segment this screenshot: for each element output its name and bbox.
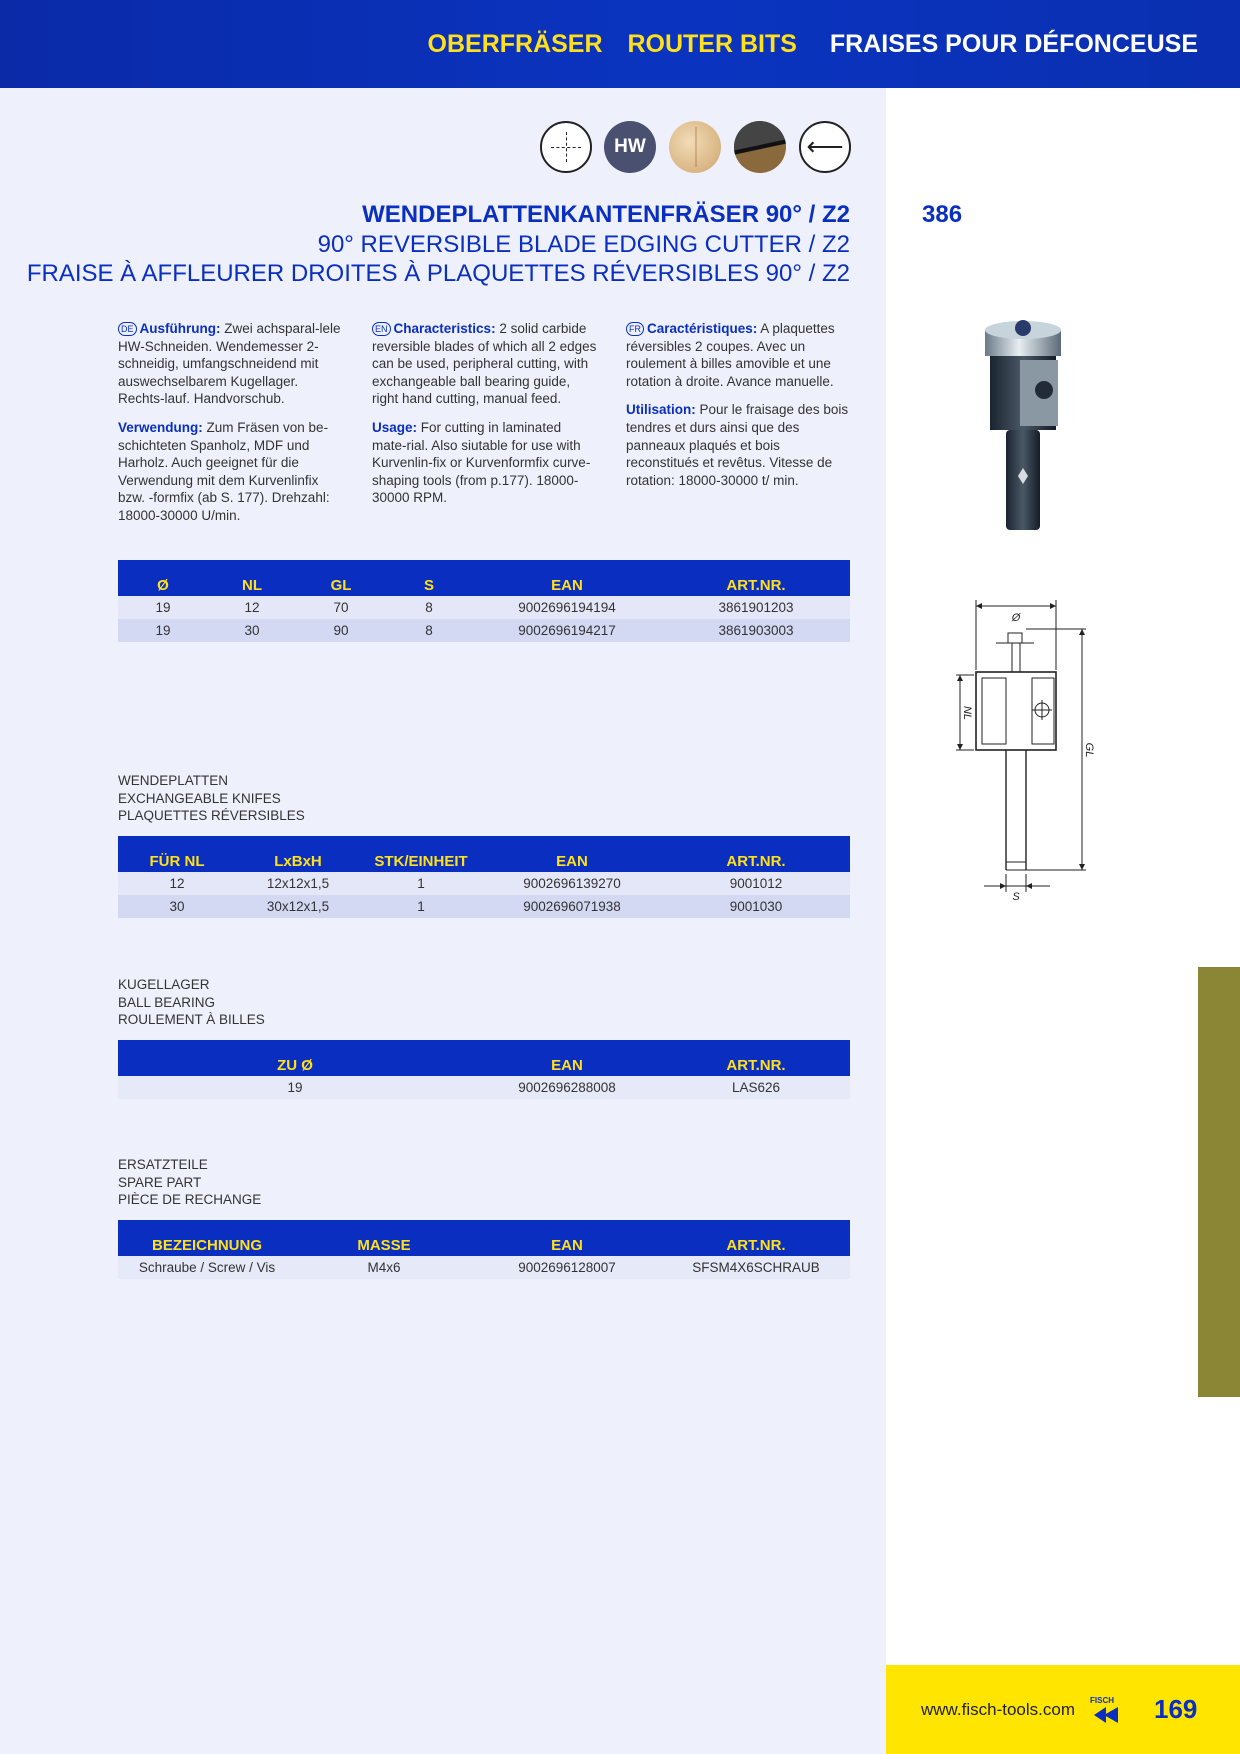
spare-label-fr: PIÈCE DE RECHANGE <box>118 1192 262 1208</box>
bearing-label-fr: ROULEMENT À BILLES <box>118 1012 265 1028</box>
table-cell: 12 <box>118 872 236 895</box>
table-cell: 19 <box>118 596 208 619</box>
lang-badge-fr: FR <box>626 322 644 336</box>
product-number: 386 <box>922 201 963 228</box>
header-title-en: ROUTER BITS <box>627 30 797 58</box>
table-row <box>118 895 850 918</box>
drawing-label-s: S <box>1012 891 1020 900</box>
spare-label <box>118 1156 261 1209</box>
column-header: EAN <box>472 1040 662 1076</box>
crosshair-icon <box>540 121 592 173</box>
page-header <box>0 0 1240 88</box>
table-cell: SFSM4X6SCHRAUB <box>662 1256 850 1279</box>
column-header: EAN <box>472 560 662 596</box>
knives-table <box>118 836 850 918</box>
column-header: EAN <box>482 836 662 872</box>
table-cell: 9002696128007 <box>472 1256 662 1279</box>
table-cell: 8 <box>386 619 472 642</box>
hw-icon: HW <box>604 121 656 173</box>
char-text-en: 2 solid carbide reversible blades of which all 2 edges can be used, peripheral cutting, with exchangeable ball bearing guide, right hand cutting, manual feed. <box>372 321 597 407</box>
column-header: ZU Ø <box>118 1040 472 1076</box>
column-header: Ø <box>118 560 208 596</box>
table-cell: 9002696288008 <box>472 1076 662 1099</box>
table-cell: 19 <box>118 619 208 642</box>
product-title-en: 90° REVERSIBLE BLADE EDGING CUTTER / Z2 <box>317 231 850 258</box>
website-link[interactable]: www.fisch-tools.com <box>921 1700 1075 1719</box>
page-number: 169 <box>1154 1694 1198 1724</box>
table-row <box>118 1256 850 1279</box>
table-cell: 12 <box>208 596 296 619</box>
char-text-fr: A plaquettes réversibles 2 coupes. Avec un roulement à billes amovible et une rotation à droite. Avance manuelle. <box>626 321 835 389</box>
section-tab <box>1198 967 1240 1397</box>
table-cell: M4x6 <box>296 1256 472 1279</box>
table-cell: LAS626 <box>662 1076 850 1099</box>
product-title-fr: FRAISE À AFFLEURER DROITES À PLAQUETTES RÉVERSIBLES 90° / Z2 <box>26 260 850 287</box>
column-header: ART.NR. <box>662 560 850 596</box>
use-label-fr: Utilisation: <box>626 402 696 418</box>
use-label-en: Usage: <box>372 419 418 435</box>
bearing-label-de: KUGELLAGER <box>118 977 210 992</box>
product-photo <box>968 318 1078 534</box>
table-header-row <box>118 1220 850 1256</box>
table-cell: 3861903003 <box>662 619 850 642</box>
knives-label-fr: PLAQUETTES RÉVERSIBLES <box>118 808 305 824</box>
description-fr <box>626 320 851 500</box>
bearing-table <box>118 1040 850 1099</box>
drawing-label-nl: NL <box>961 705 973 721</box>
lang-badge-en: EN <box>372 322 391 336</box>
table-cell: Schraube / Screw / Vis <box>118 1256 296 1279</box>
drawing-label-gl: GL <box>1083 742 1095 758</box>
drawing-label-diameter: Ø <box>1011 612 1021 624</box>
table-row <box>118 1076 850 1099</box>
table-cell: 8 <box>386 596 472 619</box>
column-header: ART.NR. <box>662 1040 850 1076</box>
table-cell: 9001012 <box>662 872 850 895</box>
product-title-de: WENDEPLATTENKANTENFRÄSER 90° / Z2 <box>362 201 850 228</box>
technical-drawing <box>946 600 1096 900</box>
spare-table <box>118 1220 850 1279</box>
header-titles <box>410 30 1198 59</box>
header-title-de: OBERFRÄSER <box>427 30 603 58</box>
bearing-label-en: BALL BEARING <box>118 994 216 1010</box>
table-cell: 90 <box>296 619 386 642</box>
table-cell: 9002696139270 <box>482 872 662 895</box>
laminate-icon <box>734 121 786 173</box>
spare-label-en: SPARE PART <box>118 1174 202 1190</box>
column-header: BEZEICHNUNG <box>118 1220 296 1256</box>
char-label-en: Characteristics: <box>393 321 496 336</box>
column-header: MASSE <box>296 1220 472 1256</box>
header-title-fr: FRAISES POUR DÉFONCEUSE <box>829 30 1198 58</box>
table-cell: 9002696194194 <box>472 596 662 619</box>
table-row <box>118 619 850 642</box>
table-cell: 3861901203 <box>662 596 850 619</box>
table-cell: 9001030 <box>662 895 850 918</box>
table-row <box>118 596 850 619</box>
column-header: STK/EINHEIT <box>360 836 482 872</box>
table-cell: 70 <box>296 596 386 619</box>
knives-label-de: WENDEPLATTEN <box>118 773 229 788</box>
table-cell: 19 <box>118 1076 472 1099</box>
arrow-left-icon: ⟵ <box>799 121 851 173</box>
column-header: FÜR NL <box>118 836 236 872</box>
table-cell: 1 <box>360 895 482 918</box>
description-en <box>372 320 597 518</box>
char-label-fr: Caractéristiques: <box>647 321 758 336</box>
column-header: LxBxH <box>236 836 360 872</box>
table-header-row <box>118 560 850 596</box>
use-text-de: Zum Fräsen von be-schichteten Spanholz, MDF und Harholz. Auch geeignet für die Verwendung mit dem Kurvenlinfix bzw. -formfix (ab S. 177). Drehzahl: 18000-30000 U/min. <box>118 419 330 523</box>
page-footer <box>886 1665 1240 1754</box>
use-text-fr: Pour le fraisage des bois tendres et durs ainsi que des panneaux plaqués et bois reconstitués et revêtus. Vitesse de rotation: 18000-30000 t/ min. <box>626 402 849 488</box>
product-table <box>118 560 850 642</box>
use-label-de: Verwendung: <box>118 419 203 435</box>
table-cell: 1 <box>360 872 482 895</box>
char-text-de: Zwei achsparal-lele HW-Schneiden. Wendemesser 2-schneidig, umfangschneidend mit auswechselbarem Kugellager. Rechts-lauf. Handvorschub. <box>118 321 341 407</box>
description-de <box>118 320 343 536</box>
table-header-row <box>118 836 850 872</box>
table-row <box>118 872 850 895</box>
use-text-en: For cutting in laminated mate-rial. Also siutable for use with Kurvenlin-fix or Kurvenformfix curve-shaping tools (from p.177). 18000-30000 RPM. <box>372 419 591 506</box>
bearing-label <box>118 976 265 1029</box>
table-cell: 9002696194217 <box>472 619 662 642</box>
column-header: GL <box>296 560 386 596</box>
knives-label-en: EXCHANGEABLE KNIFES <box>118 790 281 806</box>
column-header: EAN <box>472 1220 662 1256</box>
column-header: NL <box>208 560 296 596</box>
knives-label <box>118 772 305 825</box>
lang-badge-de: DE <box>118 322 137 336</box>
column-header: ART.NR. <box>662 836 850 872</box>
softwood-icon <box>669 121 721 173</box>
char-label-de: Ausführung: <box>139 321 221 336</box>
column-header: S <box>386 560 472 596</box>
table-header-row <box>118 1040 850 1076</box>
table-cell: 12x12x1,5 <box>236 872 360 895</box>
logo-text: FISCH <box>1090 1696 1114 1705</box>
table-cell: 30 <box>208 619 296 642</box>
spare-label-de: ERSATZTEILE <box>118 1157 208 1172</box>
column-header: ART.NR. <box>662 1220 850 1256</box>
fisch-logo-icon <box>1090 1695 1124 1725</box>
table-cell: 30x12x1,5 <box>236 895 360 918</box>
table-cell: 9002696071938 <box>482 895 662 918</box>
table-cell: 30 <box>118 895 236 918</box>
